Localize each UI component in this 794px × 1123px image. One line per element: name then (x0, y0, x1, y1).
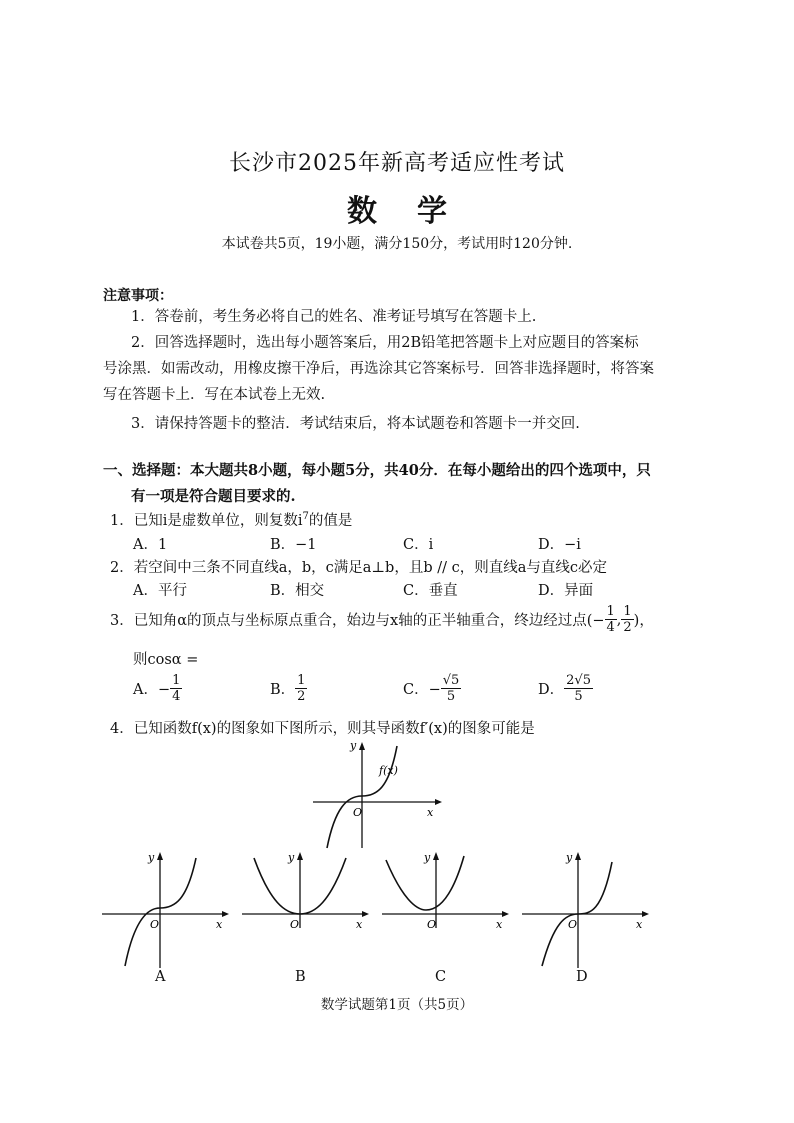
q4-option-a-label[interactable]: A (155, 969, 166, 985)
fx-y-arrow (359, 742, 365, 750)
question-1-stem (110, 509, 352, 530)
question-1-text-end: 的值是 (308, 513, 353, 529)
d-y-arrow (575, 852, 581, 860)
q3-a-numerator: 1 (172, 673, 181, 688)
q3-option-a[interactable] (133, 673, 182, 704)
q3-c-numerator: √5 (442, 673, 460, 688)
section-heading-line-1: 一、选择题：本大题共8小题，每小题5分，共40分．在每小题给出的四个选项中，只 (103, 462, 651, 479)
a-origin-label: O (150, 918, 160, 931)
b-x-arrow (362, 911, 369, 917)
fx-x-label: x (427, 806, 434, 819)
q2-option-a[interactable]: A．平行 (133, 583, 187, 599)
fx-y-label: y (350, 739, 357, 752)
section-heading-line-2: 有一项是符合题目要求的. (131, 488, 296, 505)
q2-option-c[interactable]: C．垂直 (403, 583, 458, 599)
a-y-label: y (148, 851, 155, 864)
q3-option-d-label: D． (538, 682, 565, 698)
question-3-text: 3．已知角α的顶点与坐标原点重合，始边与x轴的正半轴重合，终边经过点(− (110, 613, 605, 629)
point-x-numerator: 1 (606, 604, 615, 619)
exam-title: 长沙市2025年新高考适应性考试 (229, 151, 565, 176)
d-y-label: y (566, 851, 573, 864)
subject-title: 数学 (347, 194, 487, 229)
q3-option-a-label: A．− (133, 682, 171, 698)
q2-option-d[interactable]: D．异面 (538, 583, 594, 599)
question-4-stem: 4．已知函数f(x)的图象如下图所示，则其导函数f′(x)的图象可能是 (110, 721, 535, 737)
q3-d-denominator: 5 (574, 689, 583, 704)
q3-option-d-fraction (564, 673, 593, 704)
q3-option-a-fraction (170, 673, 182, 704)
d-x-label: x (636, 918, 643, 931)
notice-item-2-line-1: 2．回答选择题时，选出每小题答案后，用2B铅笔把答题卡上对应题目的答案标 (131, 335, 639, 351)
q4-option-b-label[interactable]: B (295, 969, 306, 985)
notice-item-2-line-2: 号涂黑．如需改动，用橡皮擦干净后，再选涂其它答案标号．回答非选择题时，将答案 (103, 361, 654, 377)
point-x-denominator: 4 (606, 620, 615, 635)
q3-option-b[interactable] (270, 673, 307, 704)
q4-option-b-graph[interactable] (240, 848, 370, 968)
c-y-arrow (433, 852, 439, 860)
section-heading (103, 458, 683, 510)
fx-x-arrow (435, 799, 442, 805)
question-1-text: 1．已知i是虚数单位，则复数i (110, 513, 303, 529)
d-x-arrow (642, 911, 649, 917)
q3-d-numerator: 2√5 (566, 673, 591, 688)
notice-item-1: 1．答卷前，考生务必将自己的姓名、准考证号填写在答题卡上. (131, 309, 537, 325)
page-footer: 数学试题第1页（共5页） (320, 997, 474, 1013)
notice-heading: 注意事项： (103, 288, 173, 304)
q1-option-c[interactable]: C．i (403, 537, 434, 553)
q3-option-b-label: B． (270, 682, 296, 698)
a-x-label: x (216, 918, 223, 931)
b-origin-label: O (290, 918, 300, 931)
q1-option-d[interactable]: D．−i (538, 537, 581, 553)
point-y-numerator: 1 (623, 604, 632, 619)
question-1-exponent: 7 (302, 511, 309, 523)
c-curve (386, 856, 464, 910)
b-y-label: y (288, 851, 295, 864)
exam-info: 本试卷共5页，19小题，满分150分，考试用时120分钟. (221, 236, 573, 252)
point-y-denominator: 2 (623, 620, 632, 635)
a-y-arrow (157, 852, 163, 860)
q3-b-numerator: 1 (297, 673, 306, 688)
q3-option-b-fraction (295, 673, 307, 704)
q3-a-denominator: 4 (172, 689, 181, 704)
q4-option-c-label[interactable]: C (435, 969, 447, 985)
question-3-stem (110, 604, 654, 635)
question-2-stem: 2．若空间中三条不同直线a，b，c满足a⊥b，且b // c，则直线a与直线c必定 (110, 560, 607, 576)
q1-option-a[interactable]: A．1 (133, 537, 168, 553)
q4-option-c-graph[interactable] (380, 848, 510, 968)
q3-c-denominator: 5 (446, 689, 456, 704)
q2-option-b[interactable]: B．相交 (270, 583, 325, 599)
q3-option-c-label: C．− (403, 682, 441, 698)
c-origin-label: O (427, 918, 437, 931)
d-origin-label: O (568, 918, 578, 931)
a-x-arrow (222, 911, 229, 917)
fx-curve-label: f(x) (379, 764, 398, 777)
q4-option-d-graph[interactable] (520, 848, 650, 968)
point-comma: , (616, 611, 622, 628)
fx-origin-label: O (353, 806, 363, 819)
point-close: )， (633, 613, 654, 629)
point-y-fraction (621, 604, 633, 635)
c-x-arrow (502, 911, 509, 917)
q4-option-d-label[interactable]: D (576, 969, 588, 985)
q3-option-c-fraction (441, 673, 462, 704)
notice-item-3: 3．请保持答题卡的整洁．考试结束后，将本试题卷和答题卡一并交回. (131, 416, 580, 432)
question-3-line-2: 则cosα = (133, 652, 199, 668)
notice-item-2-line-3: 写在答题卡上．写在本试卷上无效. (103, 387, 326, 403)
q1-option-b[interactable]: B．−1 (270, 537, 317, 553)
b-x-label: x (356, 918, 363, 931)
c-y-label: y (424, 851, 431, 864)
q3-option-d[interactable] (538, 673, 593, 704)
c-x-label: x (496, 918, 503, 931)
q3-option-c[interactable] (403, 673, 461, 704)
point-x-fraction (605, 604, 617, 635)
q4-option-a-graph[interactable] (100, 848, 230, 968)
fx-graph (305, 738, 445, 850)
b-y-arrow (297, 852, 303, 860)
q3-b-denominator: 2 (297, 689, 306, 704)
